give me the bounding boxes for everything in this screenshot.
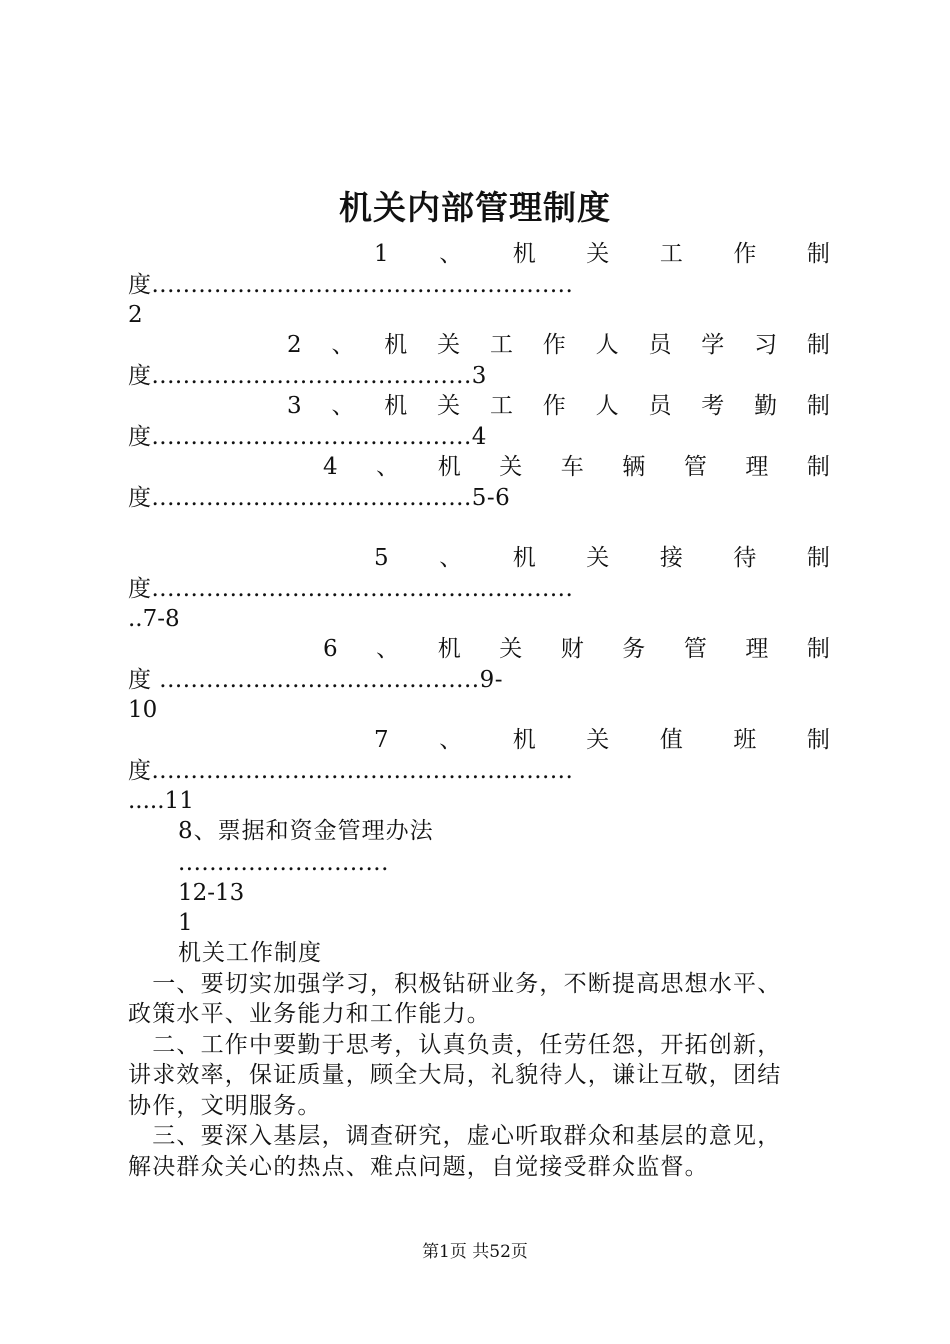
toc-char: 工 bbox=[659, 241, 683, 267]
paragraph-1-line-2: 政策水平、业务能力和工作能力。 bbox=[128, 1001, 491, 1027]
toc-char: 机 bbox=[512, 545, 536, 571]
toc-item-2-leader: 度.........................................3 bbox=[128, 363, 487, 389]
toc-char: 制 bbox=[806, 545, 830, 571]
toc-char: 制 bbox=[806, 241, 830, 267]
toc-char: 机 bbox=[384, 393, 408, 419]
toc-char: 理 bbox=[745, 636, 769, 662]
toc-item-4-heading[interactable] bbox=[323, 452, 830, 482]
toc-number: 6 bbox=[323, 636, 338, 662]
toc-item-6-page: 10 bbox=[128, 697, 158, 723]
toc-char: 机 bbox=[512, 241, 536, 267]
toc-separator: 、 bbox=[376, 454, 400, 480]
toc-separator: 、 bbox=[439, 241, 463, 267]
toc-char: 制 bbox=[806, 393, 830, 419]
toc-item-1-leader: 度...................................................... bbox=[128, 272, 574, 298]
toc-char: 班 bbox=[733, 727, 757, 753]
toc-char: 机 bbox=[437, 636, 461, 662]
toc-char: 人 bbox=[595, 332, 619, 358]
toc-char: 关 bbox=[586, 545, 610, 571]
toc-separator: 、 bbox=[331, 393, 355, 419]
toc-char: 关 bbox=[437, 332, 461, 358]
paragraph-2-line-1: 二、工作中要勤于思考，认真负责，任劳任怨，开拓创新， bbox=[128, 1032, 782, 1058]
toc-char: 理 bbox=[745, 454, 769, 480]
toc-item-8-page: 12-13 bbox=[178, 880, 245, 906]
toc-char: 工 bbox=[489, 393, 513, 419]
toc-separator: 、 bbox=[439, 727, 463, 753]
toc-char: 辆 bbox=[622, 454, 646, 480]
toc-char: 作 bbox=[542, 393, 566, 419]
toc-char: 务 bbox=[622, 636, 646, 662]
toc-item-1-heading[interactable] bbox=[374, 239, 830, 269]
toc-item-8-heading[interactable]: 8、票据和资金管理办法 bbox=[178, 818, 434, 844]
toc-char: 关 bbox=[499, 636, 523, 662]
toc-char: 制 bbox=[806, 332, 830, 358]
toc-item-7-heading[interactable] bbox=[374, 725, 830, 755]
toc-item-6-leader: 度 .........................................9- bbox=[128, 667, 503, 693]
toc-char: 关 bbox=[437, 393, 461, 419]
toc-char: 作 bbox=[733, 241, 757, 267]
toc-char: 制 bbox=[806, 454, 830, 480]
toc-char: 机 bbox=[384, 332, 408, 358]
toc-number: 4 bbox=[323, 454, 338, 480]
toc-char: 管 bbox=[683, 454, 707, 480]
toc-separator: 、 bbox=[331, 332, 355, 358]
toc-char: 考 bbox=[701, 393, 725, 419]
toc-item-8-leader: ........................... bbox=[178, 850, 389, 876]
toc-char: 车 bbox=[560, 454, 584, 480]
toc-item-3-leader: 度.........................................4 bbox=[128, 424, 487, 450]
toc-item-7-page: .....11 bbox=[128, 788, 194, 814]
toc-separator: 、 bbox=[376, 636, 400, 662]
toc-number: 2 bbox=[287, 332, 302, 358]
toc-item-4-leader: 度.........................................5-6 bbox=[128, 485, 511, 511]
toc-number: 5 bbox=[374, 545, 389, 571]
paragraph-1-line-1: 一、要切实加强学习，积极钻研业务，不断提高思想水平、 bbox=[128, 971, 782, 997]
toc-item-3-heading[interactable] bbox=[287, 391, 830, 421]
toc-item-2-heading[interactable] bbox=[287, 330, 830, 360]
toc-char: 制 bbox=[806, 636, 830, 662]
document-title: 机关内部管理制度 bbox=[339, 188, 611, 227]
toc-char: 关 bbox=[586, 241, 610, 267]
paragraph-2-line-2: 讲求效率，保证质量，顾全大局，礼貌待人，谦让互敬，团结 bbox=[128, 1062, 782, 1088]
toc-char: 机 bbox=[437, 454, 461, 480]
paragraph-3-line-2: 解决群众关心的热点、难点问题，自觉接受群众监督。 bbox=[128, 1154, 709, 1180]
toc-char: 人 bbox=[595, 393, 619, 419]
paragraph-3-line-1: 三、要深入基层，调查研究，虚心听取群众和基层的意见， bbox=[128, 1123, 782, 1149]
toc-char: 管 bbox=[683, 636, 707, 662]
toc-number: 1 bbox=[374, 241, 389, 267]
toc-number: 7 bbox=[374, 727, 389, 753]
page-footer: 第1页 共52页 bbox=[422, 1242, 528, 1262]
toc-char: 制 bbox=[806, 727, 830, 753]
section-title: 机关工作制度 bbox=[178, 940, 322, 966]
toc-number: 3 bbox=[287, 393, 302, 419]
toc-char: 员 bbox=[648, 332, 672, 358]
toc-char: 值 bbox=[659, 727, 683, 753]
toc-char: 关 bbox=[499, 454, 523, 480]
page-marker: 1 bbox=[178, 910, 193, 936]
toc-char: 机 bbox=[512, 727, 536, 753]
toc-char: 财 bbox=[560, 636, 584, 662]
paragraph-2-line-3: 协作，文明服务。 bbox=[128, 1093, 322, 1119]
toc-char: 工 bbox=[489, 332, 513, 358]
toc-item-5-page: ..7-8 bbox=[128, 606, 180, 632]
toc-item-5-leader: 度...................................................... bbox=[128, 576, 574, 602]
toc-char: 作 bbox=[542, 332, 566, 358]
toc-separator: 、 bbox=[439, 545, 463, 571]
toc-char: 习 bbox=[754, 332, 778, 358]
toc-item-7-leader: 度...................................................... bbox=[128, 758, 574, 784]
toc-char: 学 bbox=[701, 332, 725, 358]
toc-char: 勤 bbox=[754, 393, 778, 419]
toc-char: 接 bbox=[659, 545, 683, 571]
toc-char: 关 bbox=[586, 727, 610, 753]
toc-item-6-heading[interactable] bbox=[323, 634, 830, 664]
toc-char: 待 bbox=[733, 545, 757, 571]
toc-item-1-page: 2 bbox=[128, 302, 143, 328]
toc-char: 员 bbox=[648, 393, 672, 419]
toc-item-5-heading[interactable] bbox=[374, 543, 830, 573]
